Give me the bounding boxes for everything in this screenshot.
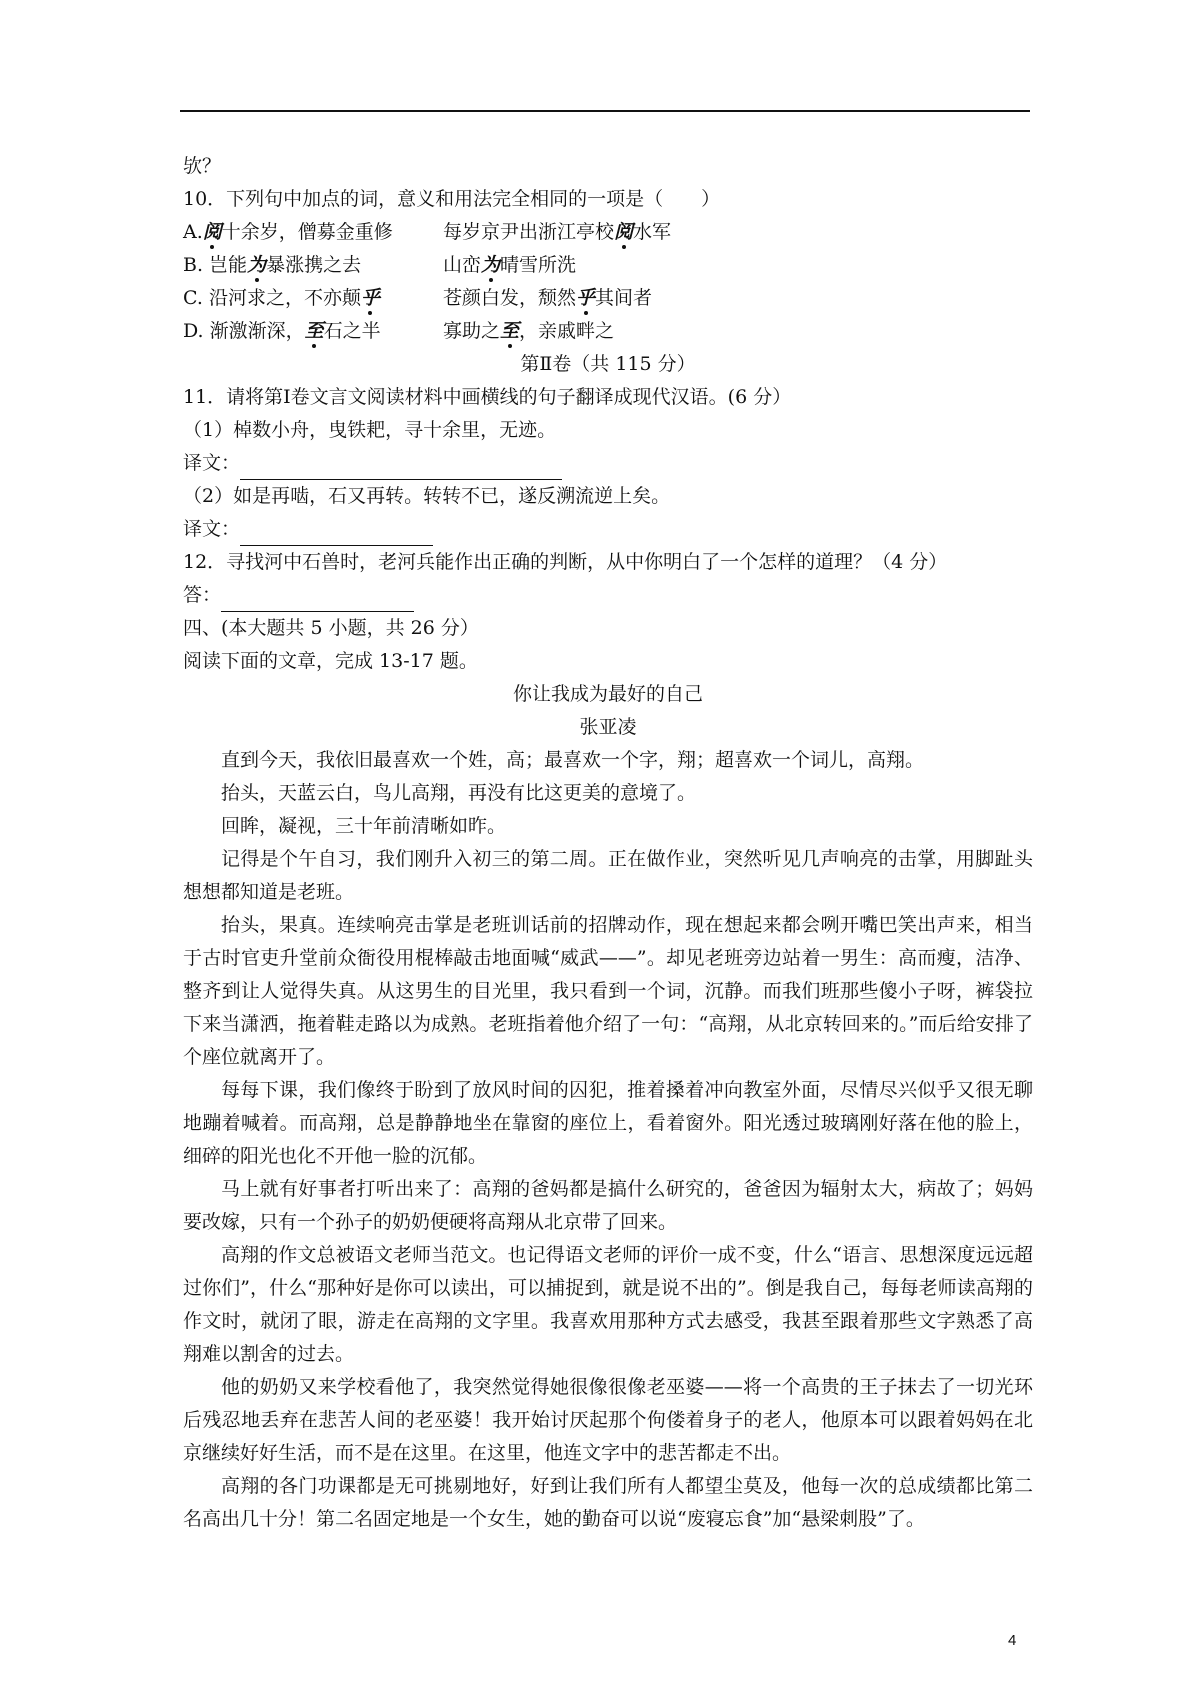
article-author: 张亚凌 xyxy=(579,716,637,738)
translation-label: 译文： xyxy=(183,452,241,474)
q10-stem: 10．下列句中加点的词，意义和用法完全相同的一项是（ ） xyxy=(183,188,721,210)
article-paragraph: 记得是个午自习，我们刚升入初三的第二周。正在做作业，突然听见几声响亮的击掌，用脚趾头想想都知道是老班。 xyxy=(183,848,1033,903)
page-content xyxy=(183,150,1033,1536)
dotted-word: 阅 xyxy=(202,221,222,243)
dotted-word: 阅 xyxy=(614,221,634,243)
answer-label: 答： xyxy=(183,584,222,606)
dotted-word: 为 xyxy=(247,254,267,276)
fragment-line: 欤？ xyxy=(183,155,222,177)
article-paragraph: 马上就有好事者打听出来了：高翔的爸妈都是搞什么研究的，爸爸因为辐射太大，病故了；妈妈要改嫁，只有一个孙子的奶奶便硬将高翔从北京带了回来。 xyxy=(183,1178,1033,1233)
q10-option-c: C. 沿河求之，不亦颠乎 苍颜白发，颓然乎其间者 xyxy=(183,287,653,309)
q10-option-b: B. 岂能为暴涨携之去 山峦为晴雪所洗 xyxy=(183,254,577,276)
article-paragraph: 直到今天，我依旧最喜欢一个姓，高；最喜欢一个字，翔；超喜欢一个词儿，高翔。 xyxy=(221,749,925,771)
article-paragraph: 他的奶奶又来学校看他了，我突然觉得她很像很像老巫婆——将一个高贵的王子抹去了一切光环后残忍地丢弃在悲苦人间的老巫婆！我开始讨厌起那个佝偻着身子的老人，他原本可以跟着妈妈在北京继续好好生活，而不是在这里。在这里，他连文字中的悲苦都走不出。 xyxy=(183,1376,1033,1464)
article-paragraph: 高翔的各门功课都是无可挑剔地好，好到让我们所有人都望尘莫及，他每一次的总成绩都比第二名高出几十分！第二名固定地是一个女生，她的勤奋可以说“废寝忘食”加“悬梁刺股”了。 xyxy=(183,1475,1033,1530)
q11-sentence-1: （1）棹数小舟，曳铁耙，寻十余里，无迹。 xyxy=(183,419,557,441)
article-paragraph: 高翔的作文总被语文老师当范文。也记得语文老师的评价一成不变，什么“语言、思想深度远远超过你们”，什么“那种好是你可以读出，可以捕捉到，就是说不出的”。倒是我自己，每每老师读高翔的作文时，就闭了眼，游走在高翔的文字里。我喜欢用那种方式去感受，我甚至跟着那些文字熟悉了高翔难以割舍的过去。 xyxy=(183,1244,1033,1365)
dotted-word: 乎 xyxy=(576,287,596,309)
q12-answer xyxy=(183,579,1033,612)
q10-option-a: A.阅十余岁，僧募金重修 每岁京尹出浙江亭校阅水军 xyxy=(183,221,672,243)
article-paragraph: 抬头，天蓝云白，鸟儿高翔，再没有比这更美的意境了。 xyxy=(221,782,697,804)
q11-stem: 11．请将第Ⅰ卷文言文阅读材料中画横线的句子翻译成现代汉语。(6 分） xyxy=(183,386,792,408)
part-4-heading: 四、(本大题共 5 小题，共 26 分） xyxy=(183,617,479,639)
translation-label: 译文： xyxy=(183,518,241,540)
dotted-word: 为 xyxy=(481,254,501,276)
page-number: 4 xyxy=(1008,1632,1017,1649)
q11-translation-2 xyxy=(183,513,1033,546)
q11-sentence-2: （2）如是再啮，石又再转。转转不已，遂反溯流逆上矣。 xyxy=(183,485,671,507)
answer-blank[interactable] xyxy=(240,457,562,480)
dotted-word: 至 xyxy=(500,320,520,342)
section-2-heading: 第Ⅱ卷（共 115 分） xyxy=(520,353,696,375)
reading-instruction: 阅读下面的文章，完成 13-17 题。 xyxy=(183,650,478,672)
article-title: 你让我成为最好的自己 xyxy=(512,683,703,705)
header-rule xyxy=(180,110,1030,112)
answer-blank[interactable] xyxy=(240,523,433,546)
q12-stem: 12．寻找河中石兽时，老河兵能作出正确的判断，从中你明白了一个怎样的道理？（4 分） xyxy=(183,551,948,573)
dotted-word: 至 xyxy=(304,320,324,342)
q10-option-d: D. 渐激渐深，至石之半 寡助之至，亲戚畔之 xyxy=(183,320,615,342)
dotted-word: 乎 xyxy=(360,287,380,309)
article-paragraph: 每每下课，我们像终于盼到了放风时间的囚犯，推着搡着冲向教室外面，尽情尽兴似乎又很无聊地蹦着喊着。而高翔，总是静静地坐在靠窗的座位上，看着窗外。阳光透过玻璃刚好落在他的脸上，细碎的阳光也化不开他一脸的沉郁。 xyxy=(183,1079,1033,1167)
answer-blank[interactable] xyxy=(221,589,414,612)
article-paragraph: 回眸，凝视，三十年前清晰如昨。 xyxy=(221,815,507,837)
article-paragraph: 抬头，果真。连续响亮击掌是老班训话前的招牌动作，现在想起来都会咧开嘴巴笑出声来，相当于古时官吏升堂前众衙役用棍棒敲击地面喊“威武——”。却见老班旁边站着一男生：高而瘦，洁净、整齐到让人觉得失真。从这男生的目光里，我只看到一个词，沉静。而我们班那些傻小子呀，裤袋拉下来当潇洒，拖着鞋走路以为成熟。老班指着他介绍了一句：“高翔，从北京转回来的。”而后给安排了个座位就离开了。 xyxy=(183,914,1033,1068)
q11-translation-1 xyxy=(183,447,1033,480)
